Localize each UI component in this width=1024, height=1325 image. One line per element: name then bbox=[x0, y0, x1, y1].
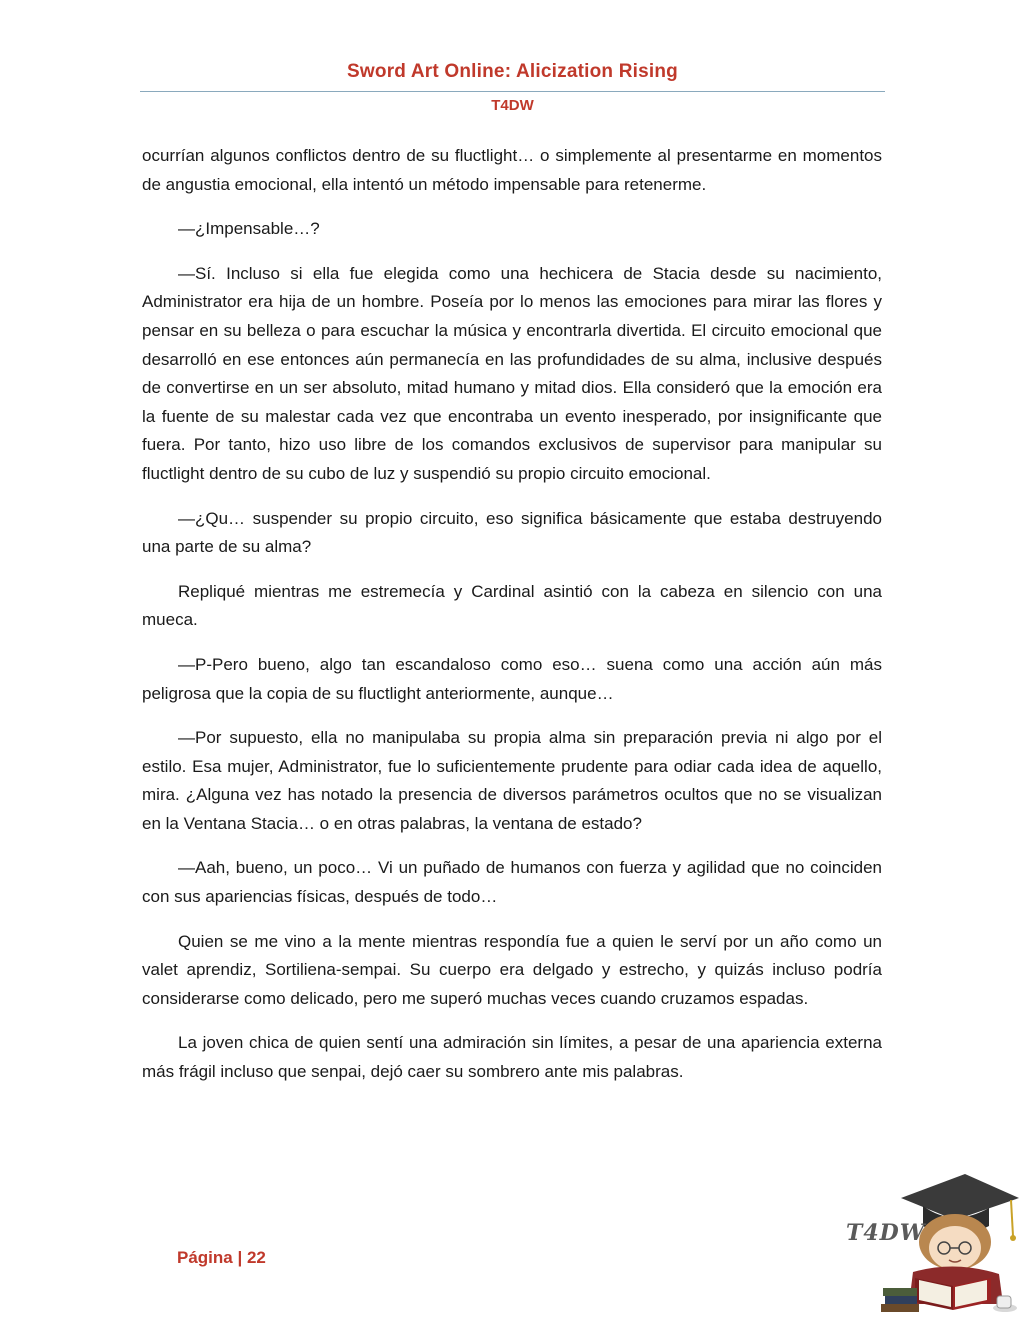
paragraph-10: La joven chica de quien sentí una admiración sin límites, a pesar de una apariencia externa más frágil incluso que senpai, dejó caer su sombrero ante mis palabras. bbox=[142, 1033, 882, 1082]
page-number: Página | 22 bbox=[177, 1248, 266, 1267]
paragraph-4: —¿Qu… suspender su propio circuito, eso significa básicamente que estaba destruyendo una parte de su alma? bbox=[142, 508, 882, 557]
page-body bbox=[142, 142, 882, 1103]
paragraph-2: —¿Impensable…? bbox=[178, 219, 320, 239]
paragraph-1: ocurrían algunos conflictos dentro de su fluctlight… o simplemente al presentarme en momentos de angustia emocional, ella intentó un método impensable para retenerme. bbox=[142, 146, 882, 194]
paragraph-8: —Aah, bueno, un poco… Vi un puñado de humanos con fuerza y agilidad que no coinciden con sus apariencias físicas, después de todo… bbox=[142, 858, 882, 907]
paragraph-7: —Por supuesto, ella no manipulaba su propia alma sin preparación previa ni algo por el estilo. Esa mujer, Administrator, fue lo suficientemente prudente para odiar cada idea de aquello, mira. ¿Alguna vez has notado la presencia de diversos parámetros ocultos que no se visualizan en la Ventana Stacia… o en otras palabras, la ventana de estado? bbox=[142, 728, 882, 833]
paragraph-5: Repliqué mientras me estremecía y Cardinal asintió con la cabeza en silencio con una mueca. bbox=[142, 581, 882, 630]
translator-group: T4DW bbox=[491, 97, 534, 114]
paragraph-6: —P-Pero bueno, algo tan escandaloso como eso… suena como una acción aún más peligrosa que la copia de su fluctlight anteriormente, aunque… bbox=[142, 654, 882, 703]
paragraph-3: —Sí. Incluso si ella fue elegida como una hechicera de Stacia desde su nacimiento, Administrator era hija de un hombre. Poseía por lo menos las emociones para mirar las flores y pensar en su belleza o para escuchar la música y encontrarla divertida. El circuito emocional que desarrolló en ese entonces aún permanecía en las profundidades de su alma, inclusive después de convertirse en un ser absoluto, mitad humano y mitad dios. Ella consideró que la emoción era la fuente de su malestar cada vez que encontraba un evento inesperado, por insignificante que fuera. Por tanto, hizo uso libre de los comandos exclusivos de supervisor para manipular su fluctlight dentro de su cubo de luz y suspendió su propio circuito emocional. bbox=[142, 263, 882, 483]
paragraph-9: Quien se me vino a la mente mientras respondía fue a quien le serví por un año como un valet aprendiz, Sortiliena-sempai. Su cuerpo era delgado y estrecho, y quizás incluso podría considerarse como delicado, pero me superó muchas veces cuando cruzamos espadas. bbox=[142, 931, 882, 1008]
watermark-logo: T4DW bbox=[846, 1220, 926, 1246]
page-header bbox=[140, 58, 885, 116]
header-divider bbox=[140, 91, 885, 92]
book-title: Sword Art Online: Alicization Rising bbox=[347, 61, 678, 82]
